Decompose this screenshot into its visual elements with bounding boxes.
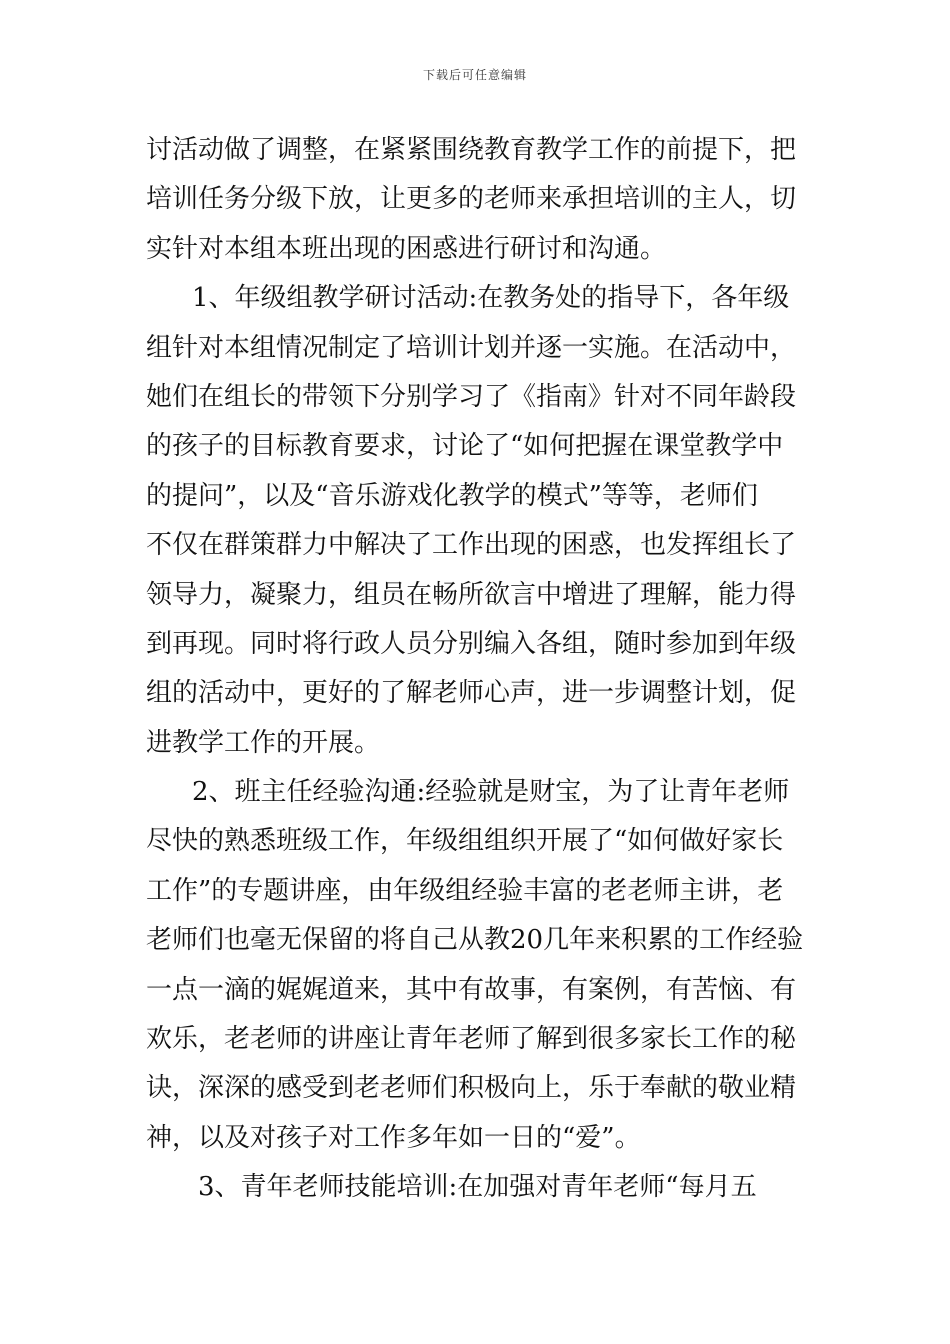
text-line: 欢乐，老老师的讲座让青年老师了解到很多家长工作的秘 (146, 1024, 797, 1055)
text-line: 尽快的熟悉班级工作，年级组组织开展了“如何做好家长 (146, 826, 784, 857)
document-body (146, 126, 816, 1213)
paragraph-start-line: 2、班主任经验沟通:经验就是财宝，为了让青年老师 (192, 777, 790, 808)
text-line: 到再现。同时将行政人员分别编入各组，随时参加到年级 (146, 628, 797, 659)
text-line: 的孩子的目标教育要求，讨论了“如何把握在课堂教学中 (146, 431, 784, 462)
page-header: 下载后可任意编辑 (422, 68, 527, 82)
paragraph-start-line: 1、年级组教学研讨活动:在教务处的指导下，各年级 (192, 283, 790, 314)
text-line: 讨活动做了调整，在紧紧围绕教育教学工作的前提下，把 (146, 135, 797, 165)
text-line: 神，以及对孩子对工作多年如一日的“爱”。 (146, 1122, 641, 1153)
text-line: 工作”的专题讲座，由年级组经验丰富的老老师主讲，老 (146, 875, 784, 906)
text-line: 的提问”，以及“音乐游戏化教学的模式”等等，老师们 (146, 480, 758, 511)
text-line: 诀，深深的感受到老老师们积极向上，乐于奉献的敬业精 (146, 1073, 797, 1104)
text-line: 培训任务分级下放，让更多的老师来承担培训的主人，切 (146, 184, 797, 215)
text-line: 不仅在群策群力中解决了工作出现的困惑，也发挥组长了 (146, 530, 797, 561)
text-line: 进教学工作的开展。 (146, 727, 381, 758)
text-line: 组针对本组情况制定了培训计划并逐一实施。在活动中， (146, 332, 797, 363)
text-line: 组的活动中，更好的了解老师心声，进一步调整计划，促 (146, 678, 797, 709)
text-line: 实针对本组本班出现的困惑进行研讨和沟通。 (146, 233, 667, 264)
text-line: 老师们也毫无保留的将自己从教20几年来积累的工作经验 (146, 925, 804, 956)
text-line: 她们在组长的带领下分别学习了《指南》针对不同年龄段 (146, 381, 797, 412)
text-line: 领导力，凝聚力，组员在畅所欲言中增进了理解，能力得 (146, 579, 797, 610)
text-line: 一点一滴的娓娓道来，其中有故事，有案例，有苦恼、有 (146, 974, 797, 1005)
paragraph-start-line: 3、青年老师技能培训:在加强对青年老师“每月五 (198, 1172, 757, 1203)
